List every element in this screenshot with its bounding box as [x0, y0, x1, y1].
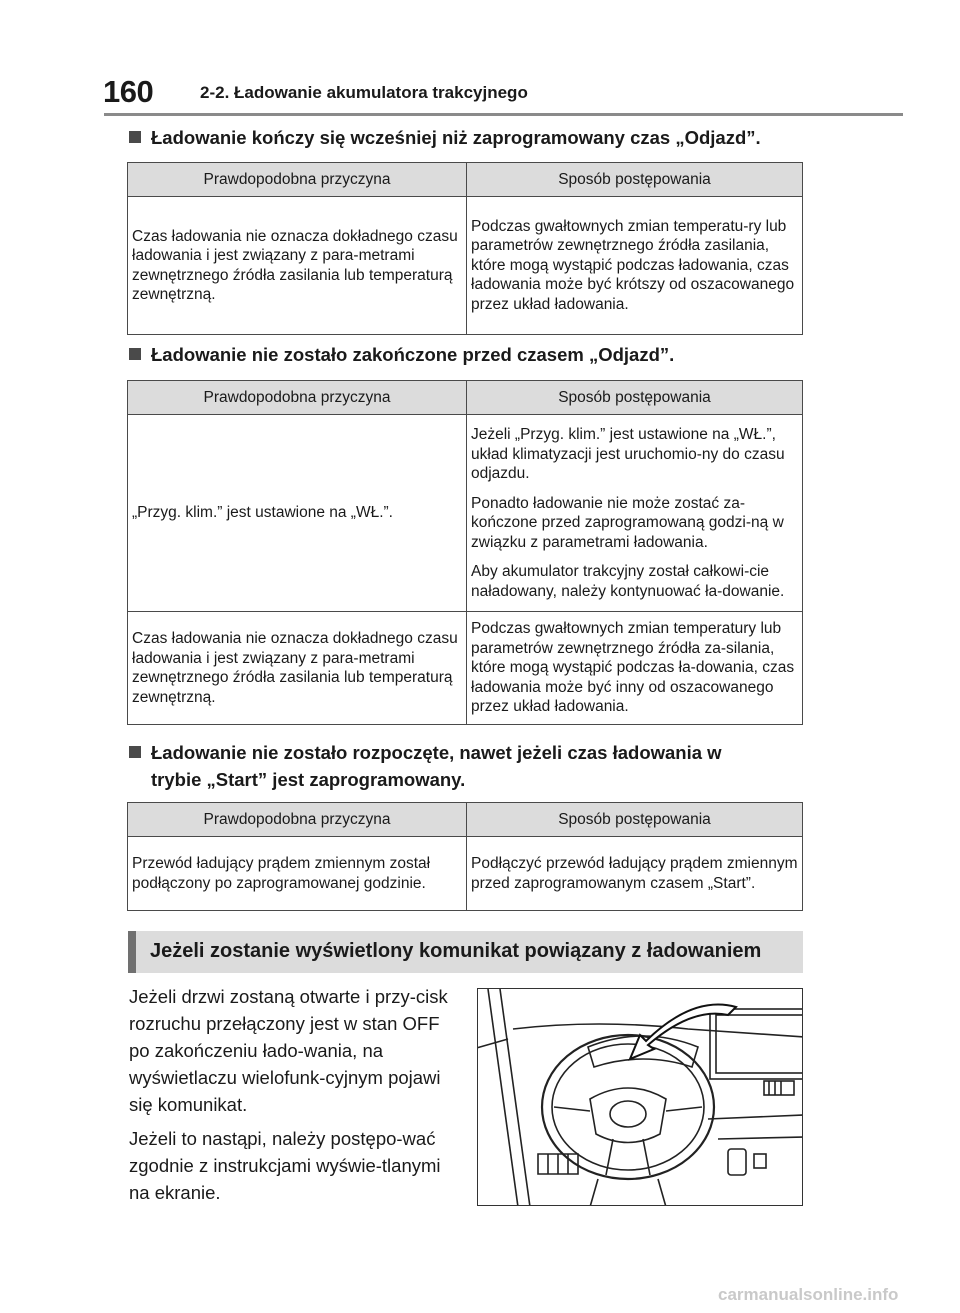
table-header-row [128, 803, 803, 837]
page-header [0, 0, 960, 118]
header-cause: Prawdopodobna przyczyna [128, 163, 467, 197]
section-heading-text: Ładowanie nie zostało rozpoczęte, nawet jeżeli czas ładowania w trybie „Start” jest zaprogramowany. [151, 742, 722, 790]
section-heading [129, 341, 819, 368]
table-row [128, 197, 803, 335]
header-action: Sposób postępowania [467, 163, 803, 197]
header-action: Sposób postępowania [467, 803, 803, 837]
action-paragraph: Podłączyć przewód ładujący prądem zmiennym przed zaprogramowanym czasem „Start”. [471, 855, 798, 892]
action-paragraph: Podczas gwałtownych zmian temperatu-ry lub parametrów zewnętrznego źródła zasilania, które mogą wystąpić podczas ładowania, czas ładowania może być krótszy od oszacowanego przez układ ładowania. [471, 217, 795, 313]
section-heading [129, 739, 769, 793]
watermark: carmanualsonline.info [718, 1285, 899, 1304]
table-header-row [128, 381, 803, 415]
cause-cell: „Przyg. klim.” jest ustawione na „WŁ.”. [128, 415, 467, 612]
section-title: 2-2. Ładowanie akumulatora trakcyjnego [200, 83, 528, 102]
table-row [128, 612, 803, 725]
page-number: 160 [103, 74, 154, 109]
action-cell [467, 197, 803, 335]
table-header-row [128, 163, 803, 197]
dashboard-illustration [477, 988, 803, 1206]
action-cell [467, 612, 803, 725]
square-bullet-icon [129, 746, 141, 758]
troubleshooting-table [127, 802, 803, 911]
body-paragraph: Jeżeli to nastąpi, należy postępo-wać zgodnie z instrukcjami wyświe-tlanymi na ekranie. [129, 1128, 441, 1203]
steering-wheel-drawing [478, 989, 803, 1206]
section-heading-text: Ładowanie nie zostało zakończone przed czasem „Odjazd”. [151, 344, 675, 365]
cause-cell: Przewód ładujący prądem zmiennym został podłączony po zaprogramowanej godzinie. [128, 837, 467, 911]
troubleshooting-table [127, 162, 803, 335]
troubleshooting-table [127, 380, 803, 725]
header-action: Sposób postępowania [467, 381, 803, 415]
table-row [128, 415, 803, 612]
action-cell [467, 415, 803, 612]
table-row [128, 837, 803, 911]
header-divider [104, 113, 903, 116]
action-paragraph: Jeżeli „Przyg. klim.” jest ustawione na „WŁ.”, układ klimatyzacji jest uruchomio-ny do czasu odjazdu. [471, 426, 785, 482]
header-cause: Prawdopodobna przyczyna [128, 381, 467, 415]
action-paragraph: Ponadto ładowanie nie może zostać za-kończone przed zaprogramowaną godzi-ną w związku z parametrami ładowania. [471, 494, 784, 551]
section-heading [129, 124, 819, 151]
square-bullet-icon [129, 348, 141, 360]
cause-cell: Czas ładowania nie oznacza dokładnego czasu ładowania i jest związany z para-metrami zewnętrznego źródła zasilania lub temperaturą zewnętrzną. [128, 197, 467, 335]
banner-title: Jeżeli zostanie wyświetlony komunikat powiązany z ładowaniem [150, 940, 762, 962]
body-text [129, 983, 459, 1213]
action-cell [467, 837, 803, 911]
action-paragraph: Podczas gwałtownych zmian temperatury lub parametrów zewnętrznego źródła za-silania, które mogą wystąpić podczas ła-dowania, czas ładowania może być inny od oszacowanego przez układ ładowania. [471, 620, 795, 716]
action-paragraph: Aby akumulator trakcyjny został całkowi-cie naładowany, należy kontynuować ła-dowanie. [471, 563, 785, 600]
header-cause: Prawdopodobna przyczyna [128, 803, 467, 837]
square-bullet-icon [129, 131, 141, 143]
body-paragraph: Jeżeli drzwi zostaną otwarte i przy-cisk rozruchu przełączony jest w stan OFF po zakończeniu łado-wania, na wyświetlaczu wielofunk-cyjnym pojawi się komunikat. [129, 986, 448, 1115]
section-banner [128, 931, 803, 973]
cause-cell: Czas ładowania nie oznacza dokładnego czasu ładowania i jest związany z para-metrami zewnętrznego źródła zasilania lub temperaturą zewnętrzną. [128, 612, 467, 725]
section-heading-text: Ładowanie kończy się wcześniej niż zaprogramowany czas „Odjazd”. [151, 127, 761, 148]
